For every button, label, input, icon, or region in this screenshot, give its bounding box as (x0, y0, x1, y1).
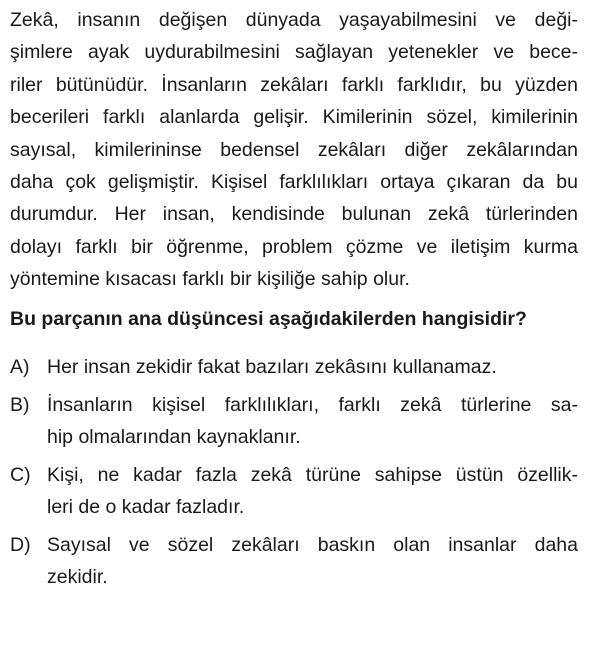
passage-line: dolayı farklı bir öğrenme, problem çözme ve iletişim kurma (10, 235, 578, 258)
passage-line: becerileri farklı alanlarda gelişir. Kimilerinin sözel, kimilerinin (10, 106, 578, 129)
option-text (47, 459, 578, 523)
option-line: İnsanların kişisel farklılıkları, farklı zekâ türlerine sa- (47, 394, 578, 416)
option-letter: D) (10, 534, 31, 556)
option-d[interactable] (10, 529, 578, 593)
option-text (47, 389, 578, 453)
passage-line: Zekâ, insanın değişen dünyada yaşayabilmesini ve deği- (10, 9, 578, 31)
option-letter: A) (10, 356, 30, 378)
passage-line: daha çok gelişmiştir. Kişisel farklılıkları ortaya çıkaran da bu (10, 170, 578, 193)
option-line: zekidir. (47, 566, 108, 588)
option-line: leri de o kadar fazladır. (47, 496, 245, 518)
option-line: Her insan zekidir fakat bazıları zekâsını kullanamaz. (47, 356, 497, 378)
passage-line: şimlere ayak uydurabilmesini sağlayan yetenekler ve bece- (10, 41, 578, 64)
passage-line: yöntemine kısacası farklı bir kişiliğe sahip olur. (10, 268, 410, 291)
option-letter: C) (10, 464, 31, 486)
option-line: Kişi, ne kadar fazla zekâ türüne sahipse üstün özellik- (47, 464, 578, 486)
option-letter: B) (10, 394, 30, 416)
question-stem: Bu parçanın ana düşüncesi aşağıdakilerden hangisidir? (10, 308, 527, 330)
option-b[interactable] (10, 389, 578, 453)
option-c[interactable] (10, 459, 578, 523)
passage-line: durumdur. Her insan, kendisinde bulunan zekâ türlerinden (10, 203, 578, 226)
option-text (47, 529, 578, 593)
passage-line: riler bütünüdür. İnsanların zekâları farklı farklıdır, bu yüzden (10, 73, 578, 96)
option-line: Sayısal ve sözel zekâları baskın olan insanlar daha (47, 534, 578, 556)
option-line: hip olmalarından kaynaklanır. (47, 426, 301, 448)
answer-options (10, 351, 578, 599)
passage-line: sayısal, kimilerininse bedensel zekâları diğer zekâlarından (10, 138, 578, 161)
option-a[interactable] (10, 351, 578, 383)
reading-passage (10, 4, 578, 296)
option-text (47, 351, 578, 383)
